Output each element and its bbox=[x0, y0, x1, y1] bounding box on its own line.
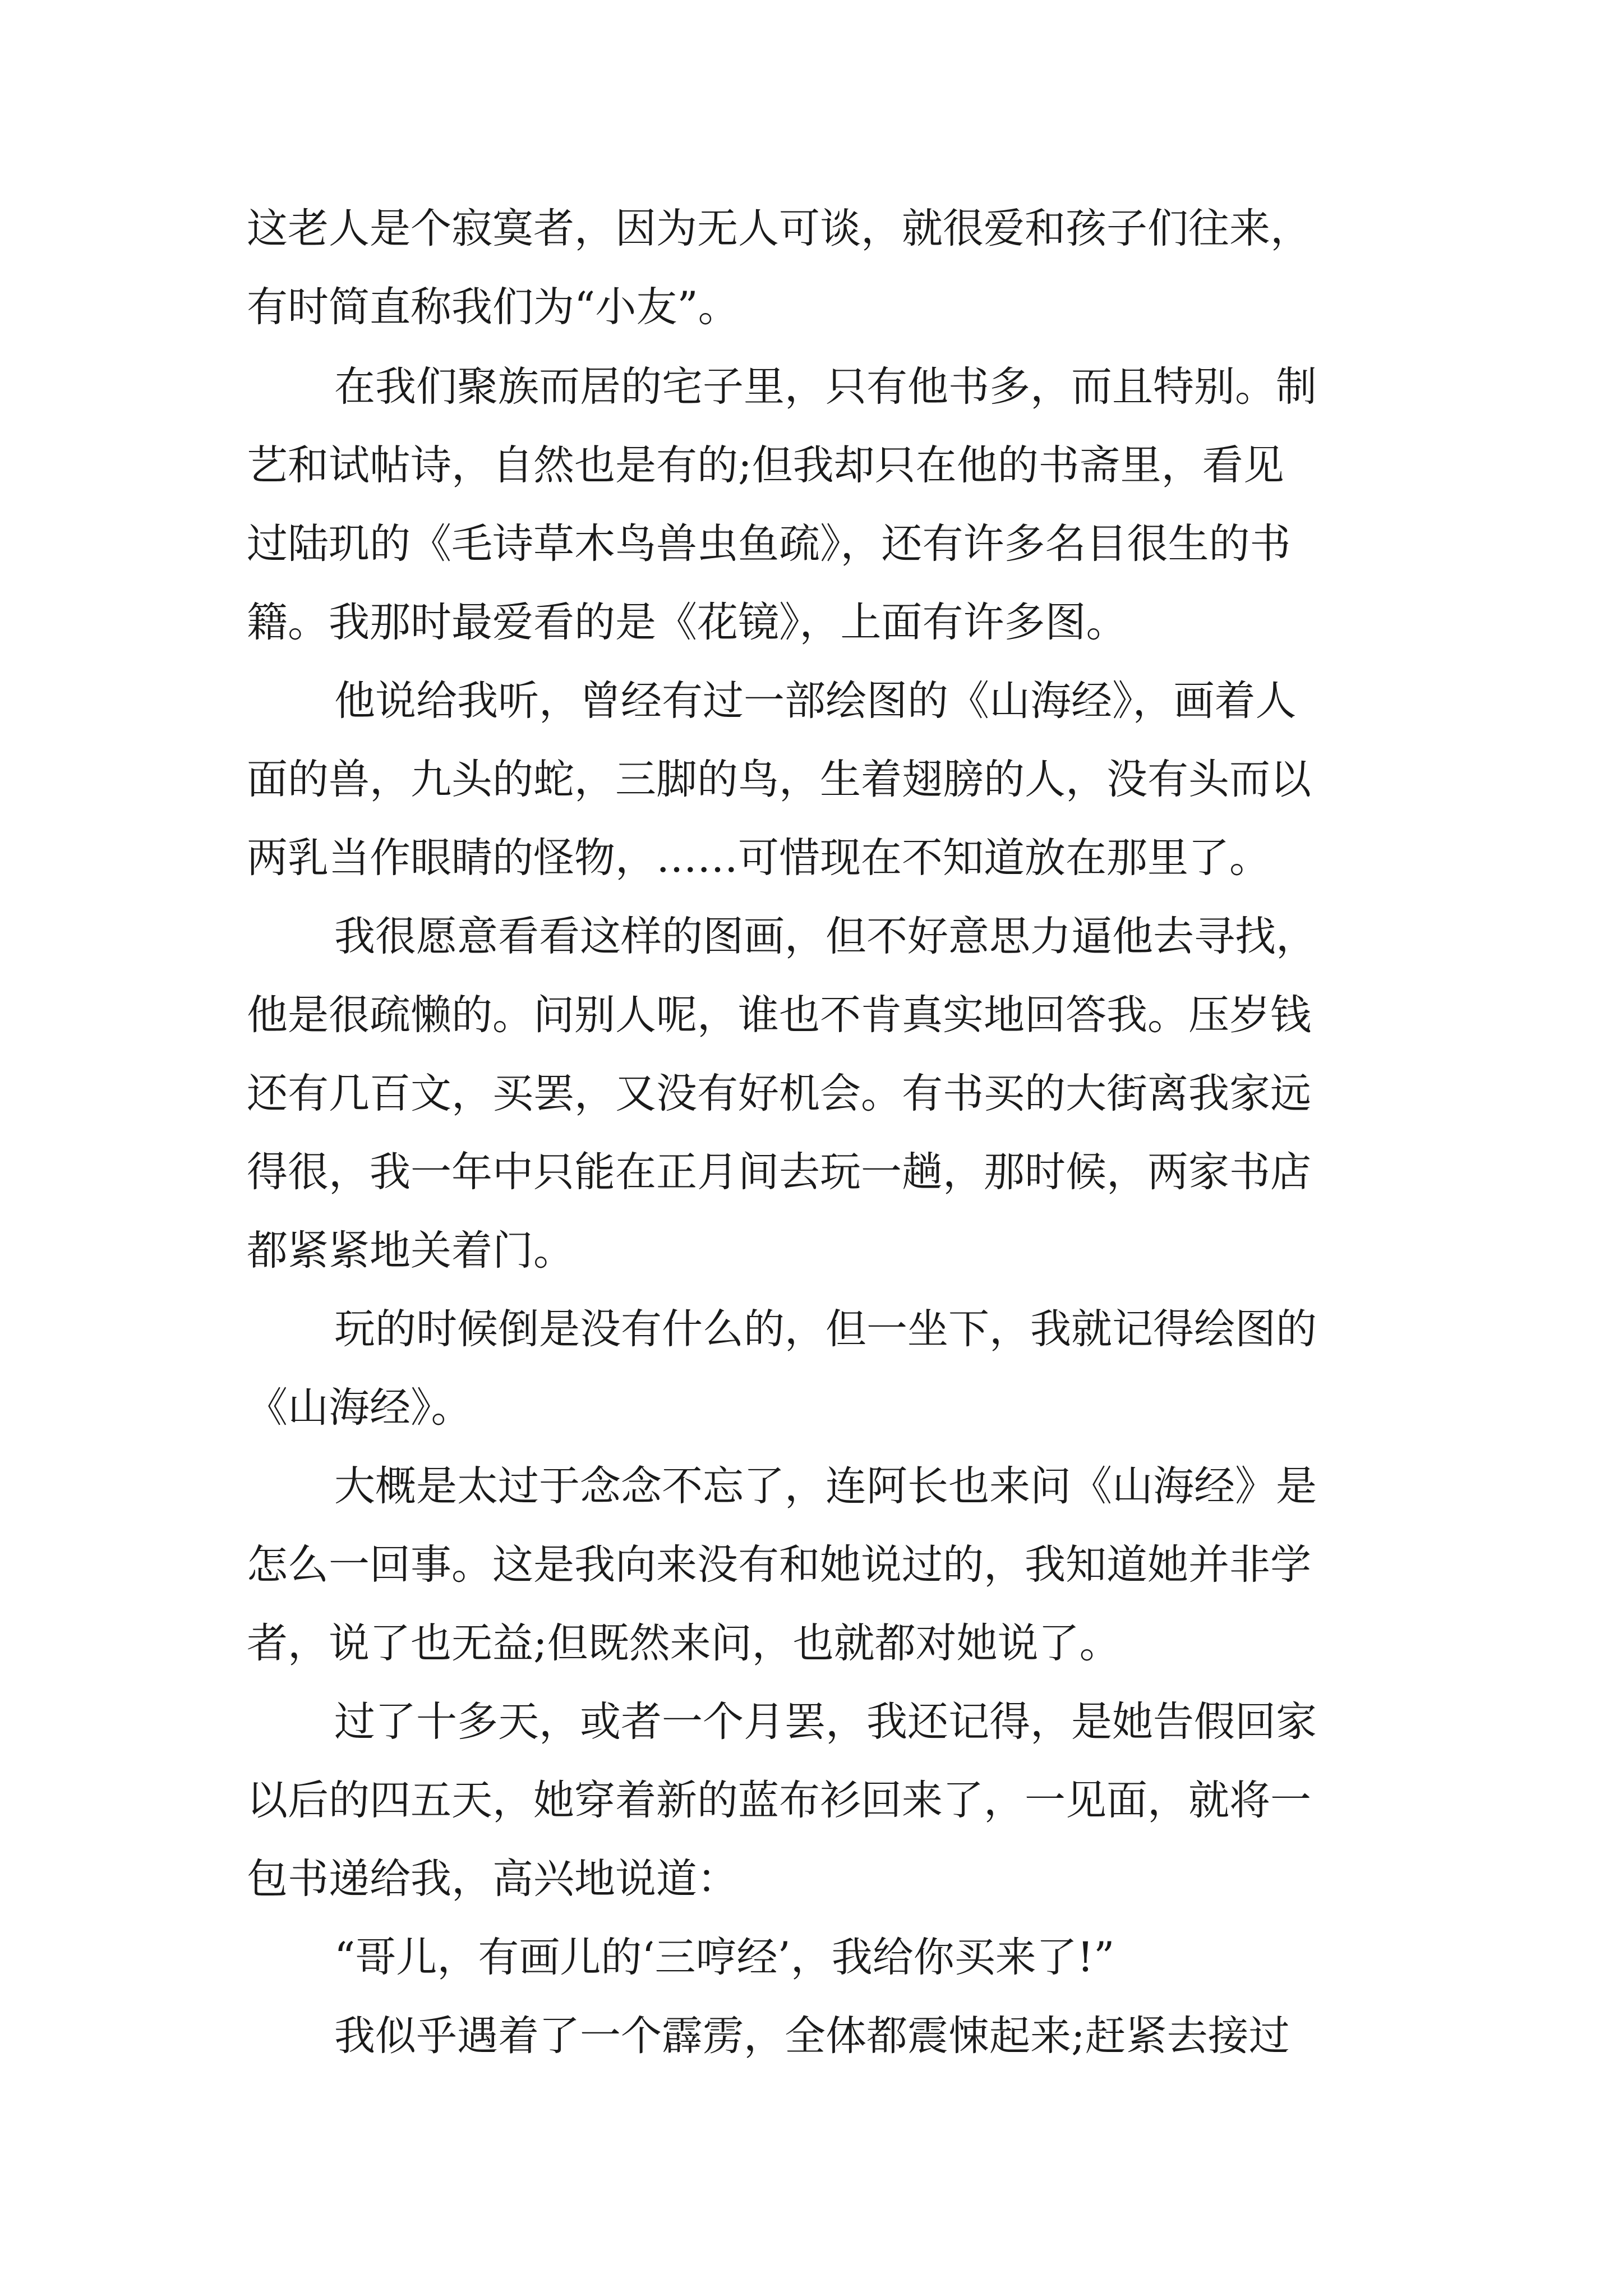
text-line: 他说给我听，曾经有过一部绘图的《山海经》，画着人 bbox=[334, 677, 1297, 725]
text-line: 包书递给我，高兴地说道： bbox=[247, 1855, 738, 1903]
text-line: 在我们聚族而居的宅子里，只有他书多，而且特别。制 bbox=[334, 363, 1317, 411]
text-line: 我很愿意看看这样的图画，但不好意思力逼他去寻找， bbox=[334, 913, 1317, 960]
text-line: 怎么一回事。这是我向来没有和她说过的，我知道她并非学 bbox=[247, 1541, 1311, 1589]
text-line: “哥儿，有画儿的‘三哼经’，我给你买来了!” bbox=[334, 1934, 1115, 1981]
text-line: 玩的时候倒是没有什么的，但一坐下，我就记得绘图的 bbox=[334, 1305, 1317, 1353]
text-line: 面的兽，九头的蛇，三脚的鸟，生着翅膀的人，没有头而以 bbox=[247, 756, 1311, 803]
text-line: 两乳当作眼睛的怪物，……可惜现在不知道放在那里了。 bbox=[247, 834, 1270, 882]
text-line: 这老人是个寂寞者，因为无人可谈，就很爱和孩子们往来， bbox=[247, 205, 1311, 252]
text-line: 还有几百文，买罢，又没有好机会。有书买的大街离我家远 bbox=[247, 1070, 1311, 1117]
text-line: 大概是太过于念念不忘了，连阿长也来问《山海经》是 bbox=[334, 1462, 1317, 1510]
text-line: 得很，我一年中只能在正月间去玩一趟，那时候，两家书店 bbox=[247, 1148, 1311, 1196]
text-line: 艺和试帖诗，自然也是有的;但我却只在他的书斋里，看见 bbox=[247, 441, 1284, 489]
text-line: 都紧紧地关着门。 bbox=[247, 1227, 574, 1274]
text-line: 过陆玑的《毛诗草木鸟兽虫鱼疏》，还有许多名目很生的书 bbox=[247, 520, 1291, 568]
text-line: 以后的四五天，她穿着新的蓝布衫回来了，一见面，就将一 bbox=[247, 1777, 1311, 1824]
text-line: 过了十多天，或者一个月罢，我还记得，是她告假回家 bbox=[334, 1698, 1317, 1746]
text-line: 《山海经》。 bbox=[247, 1384, 472, 1432]
text-line: 有时简直称我们为“小友”。 bbox=[247, 283, 739, 331]
text-line: 他是很疏懒的。问别人呢，谁也不肯真实地回答我。压岁钱 bbox=[247, 991, 1311, 1039]
text-line: 者，说了也无益;但既然来问，也就都对她说了。 bbox=[247, 1619, 1121, 1667]
text-line: 籍。我那时最爱看的是《花镜》，上面有许多图。 bbox=[247, 599, 1127, 646]
text-line: 我似乎遇着了一个霹雳，全体都震悚起来;赶紧去接过 bbox=[334, 2012, 1290, 2060]
